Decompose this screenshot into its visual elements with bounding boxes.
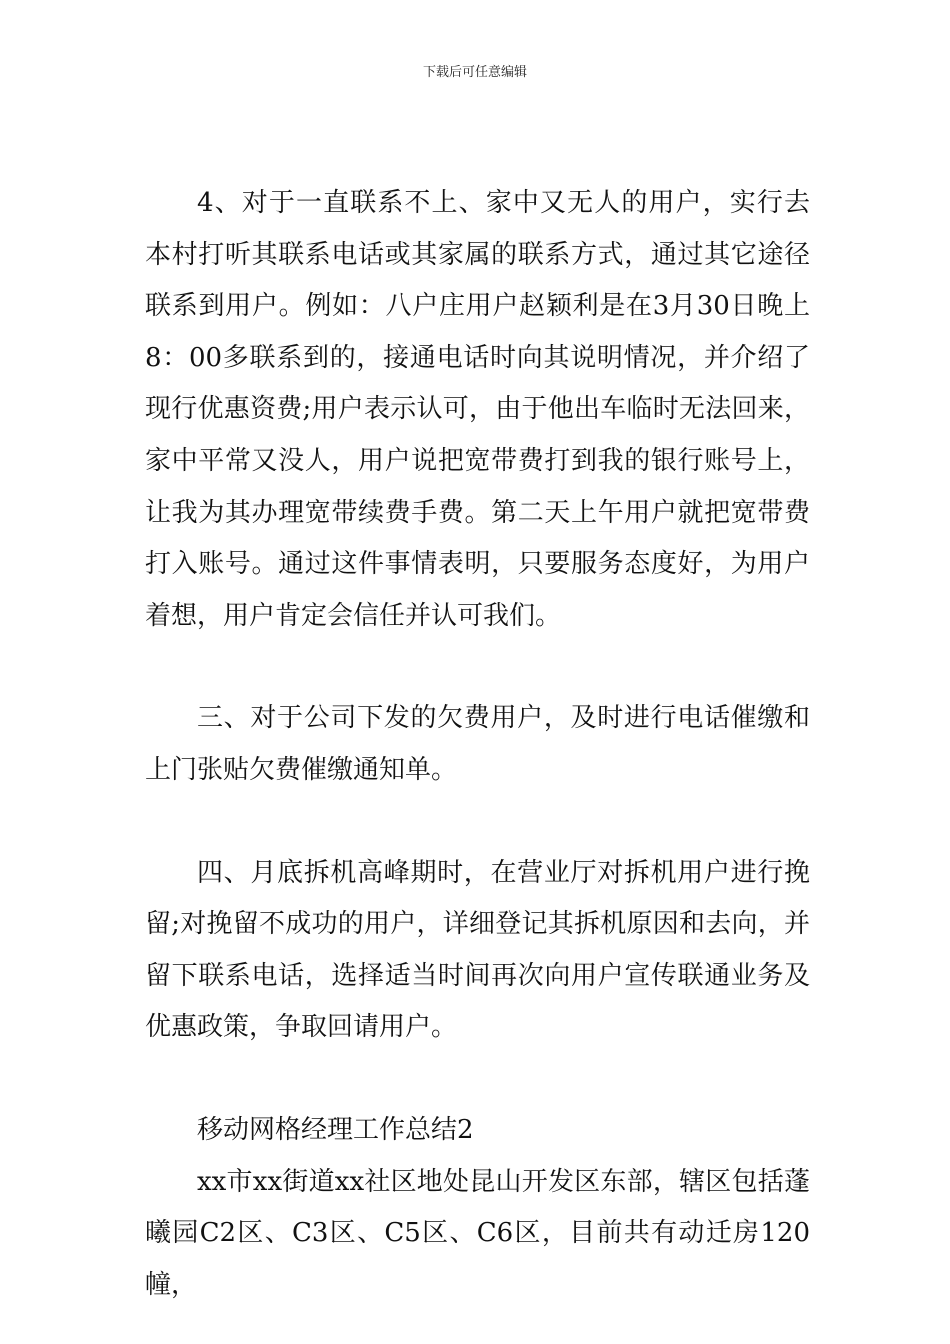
page-header-note: 下载后可任意编辑	[422, 65, 527, 80]
paragraph-section-3: 三、对于公司下发的欠费用户，及时进行电话催缴和上门张贴欠费催缴通知单。	[145, 703, 810, 785]
paragraph-section-4: 四、月底拆机高峰期时，在营业厅对拆机用户进行挽留;对挽留不成功的用户，详细登记其拆机原因和去向，并留下联系电话，选择适当时间再次向用户宣传联通业务及优惠政策，争取回请用户。	[145, 857, 810, 1043]
document-body	[145, 178, 810, 1311]
paragraph-item-4: 4、对于一直联系不上、家中又无人的用户，实行去本村打听其联系电话或其家属的联系方式，通过其它途径联系到用户。例如：八户庄用户赵颖利是在3月30日晚上8：00多联系到的，接通电话时向其说明情况，并介绍了现行优惠资费;用户表示认可，由于他出车临时无法回来，家中平常又没人，用户说把宽带费打到我的银行账号上，让我为其办理宽带续费手费。第二天上午用户就把宽带费打入账号。通过这件事情表明，只要服务态度好，为用户着想，用户肯定会信任并认可我们。	[145, 188, 810, 631]
paragraph-community-intro: xx市xx街道xx社区地处昆山开发区东部，辖区包括蓬曦园C2区、C3区、C5区、C6区，目前共有动迁房120幢，	[145, 1166, 810, 1300]
section-subtitle: 移动网格经理工作总结2	[197, 1114, 474, 1145]
